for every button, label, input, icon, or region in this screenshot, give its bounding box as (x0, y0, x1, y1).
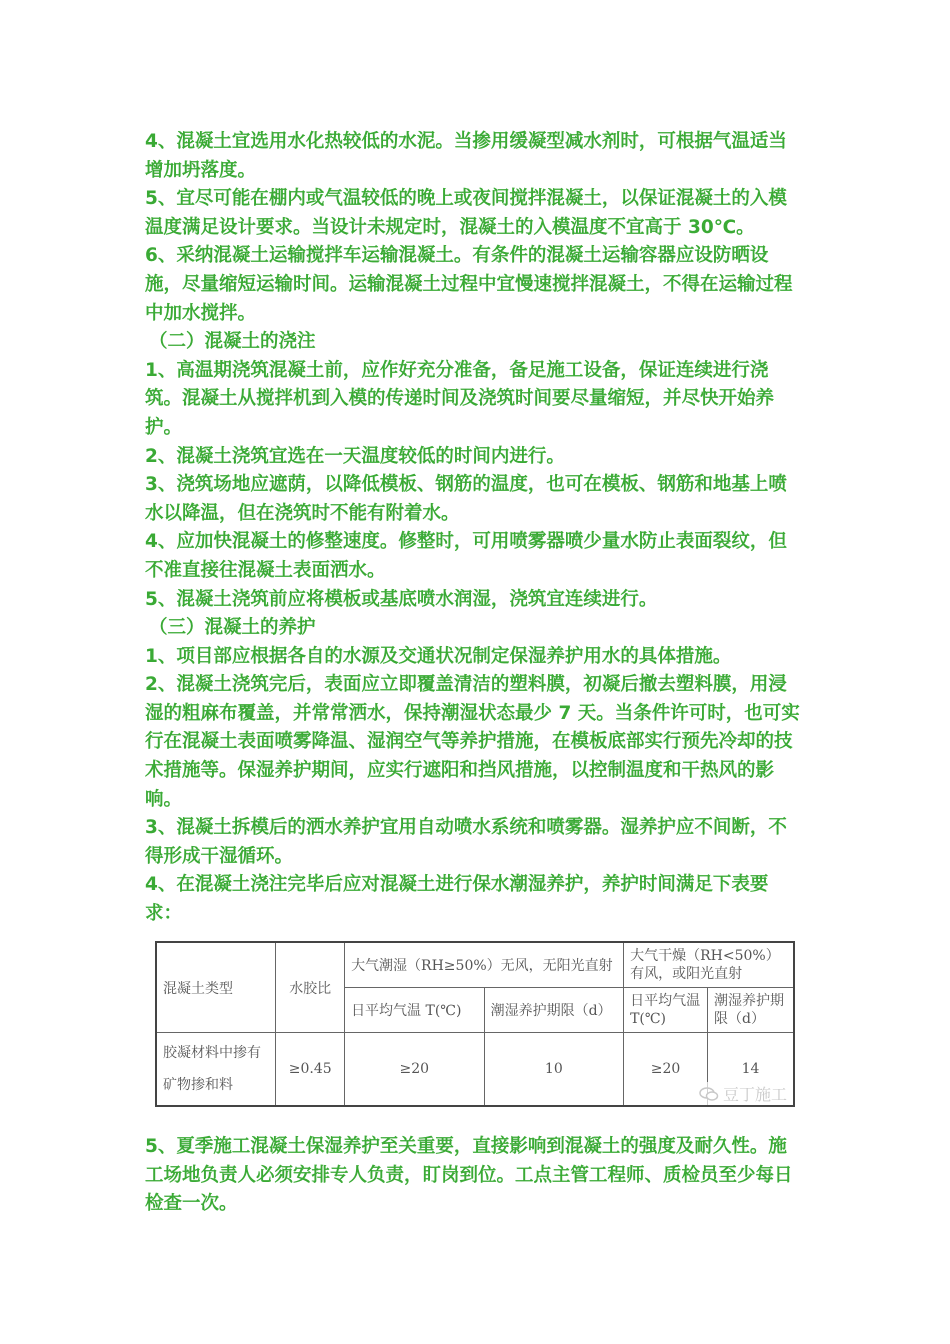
header-avg-temp-dry: 日平均气温 T(℃) (624, 988, 708, 1033)
header-dry-group: 大气干燥（RH<50%）有风，或阳光直射 (624, 942, 794, 988)
header-period-dry: 潮湿养护期限（d） (708, 988, 795, 1033)
table-header-row (156, 942, 794, 988)
cell-period-humid: 10 (484, 1033, 624, 1107)
document-body-after-table (145, 1133, 805, 1219)
paragraph: 1、高温期浇筑混凝土前，应作好充分准备，备足施工设备，保证连续进行浇筑。混凝土从搅拌机到入模的传递时间及浇筑时间要尽量缩短，并尽快开始养护。 (145, 359, 775, 438)
section-heading: （二）混凝土的浇注 (149, 331, 316, 353)
cell-period-dry: 14 (708, 1033, 795, 1107)
header-concrete-type: 混凝土类型 (156, 942, 276, 1033)
curing-table-image (155, 941, 797, 1104)
paragraph: 2、混凝土浇筑完后，表面应立即覆盖清洁的塑料膜，初凝后撤去塑料膜，用浸湿的粗麻布覆盖，并常常洒水，保持潮湿状态最少 7 天。当条件许可时，也可实行在混凝土表面喷雾降温、湿润空气等养护措施，在模板底部实行预先冷却的技术措施等。保湿养护期间，应实行遮阳和挡风措施，以控制温度和干热风的影响。 (145, 674, 800, 810)
cell-temp-humid: ≥20 (345, 1033, 485, 1107)
paragraph: 3、混凝土拆模后的洒水养护宜用自动喷水系统和喷雾器。湿养护应不间断，不得形成干湿循环。 (145, 817, 787, 867)
watermark (695, 1082, 791, 1105)
paragraph: 1、项目部应根据各自的水源及交通状况制定保湿养护用水的具体措施。 (145, 645, 732, 667)
header-avg-temp-humid: 日平均气温 T(℃) (345, 988, 485, 1033)
document-body (145, 128, 805, 929)
paragraph: 5、夏季施工混凝土保湿养护至关重要，直接影响到混凝土的强度及耐久性。施工场地负责人必须安排专人负责，盯岗到位。工点主管工程师、质检员至少每日检查一次。 (145, 1136, 793, 1215)
header-water-binder-ratio: 水胶比 (276, 942, 345, 1033)
cell-temp-dry: ≥20 (624, 1033, 708, 1107)
wechat-icon (699, 1087, 719, 1101)
watermark-text: 豆丁施工 (722, 1085, 787, 1104)
section-heading: （三）混凝土的养护 (149, 617, 316, 639)
paragraph: 4、混凝土宜选用水化热较低的水泥。当掺用缓凝型减水剂时，可根据气温适当增加坍落度。 (145, 131, 787, 181)
paragraph: 6、采纳混凝土运输搅拌车运输混凝土。有条件的混凝土运输容器应设防晒设施，尽量缩短运输时间。运输混凝土过程中宜慢速搅拌混凝土，不得在运输过程中加水搅拌。 (145, 245, 793, 324)
cell-concrete-type: 胶凝材料中掺有矿物掺和料 (156, 1033, 276, 1107)
paragraph: 5、混凝土浇筑前应将模板或基底喷水润湿，浇筑宜连续进行。 (145, 588, 658, 610)
header-period-humid: 潮湿养护期限（d） (484, 988, 624, 1033)
paragraph: 5、宜尽可能在棚内或气温较低的晚上或夜间搅拌混凝土，以保证混凝土的入模温度满足设计要求。当设计未规定时，混凝土的入模温度不宜高于 30℃。 (145, 188, 787, 238)
cell-ratio: ≥0.45 (276, 1033, 345, 1107)
paragraph: 4、在混凝土浇注完毕后应对混凝土进行保水潮湿养护，养护时间满足下表要求： (145, 874, 769, 925)
header-humid-group: 大气潮湿（RH≥50%）无风，无阳光直射 (345, 942, 624, 988)
paragraph: 2、混凝土浇筑宜选在一天温度较低的时间内进行。 (145, 445, 565, 467)
paragraph: 3、浇筑场地应遮荫，以降低模板、钢筋的温度，也可在模板、钢筋和地基上喷水以降温，但在浇筑时不能有附着水。 (145, 474, 787, 524)
paragraph: 4、应加快混凝土的修整速度。修整时，可用喷雾器喷少量水防止表面裂纹，但不准直接往混凝土表面洒水。 (145, 531, 787, 581)
